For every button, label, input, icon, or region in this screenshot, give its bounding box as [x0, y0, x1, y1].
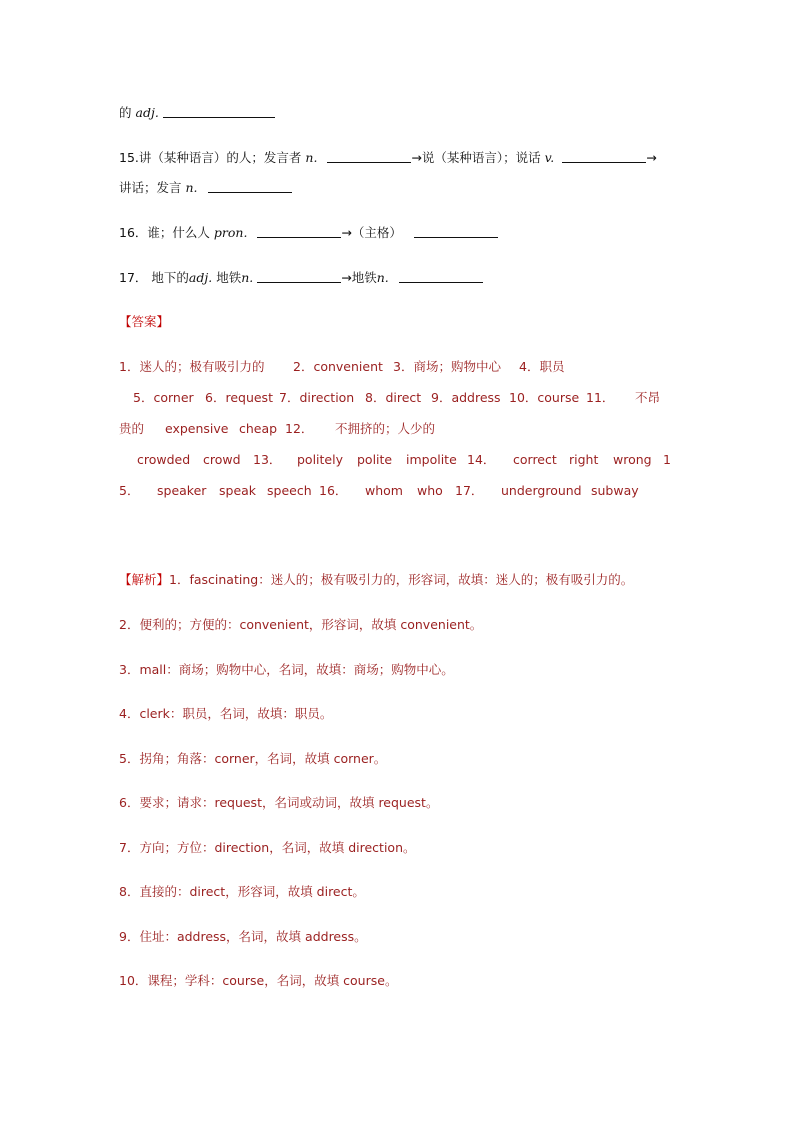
- answer-item: 6．request: [205, 390, 273, 405]
- answer-item: 14．: [467, 452, 496, 467]
- answer-blank[interactable]: [208, 180, 292, 193]
- answer-item: 3．商场；购物中心: [393, 359, 501, 374]
- question-15-cont: [119, 180, 292, 196]
- question-text: 地铁: [216, 270, 242, 285]
- answer-item: underground: [501, 483, 582, 498]
- question-15: [119, 150, 657, 166]
- question-text: （主格）: [351, 225, 402, 240]
- analysis-item-9: 9．住址：address，名词，故填 address。: [119, 929, 367, 944]
- answer-heading: 【答案】: [119, 314, 170, 329]
- answer-item: speak: [219, 483, 257, 498]
- question-16: [119, 225, 498, 241]
- part-of-speech: v.: [544, 150, 555, 165]
- answer-item: who: [417, 483, 443, 498]
- answer-item: correct: [513, 452, 557, 467]
- analysis-item-8: 8．直接的：direct，形容词，故填 direct。: [119, 884, 365, 899]
- answer-item: 10．course: [509, 390, 580, 405]
- answer-blank[interactable]: [257, 270, 341, 283]
- answer-row-5: [119, 483, 719, 499]
- answer-item: speaker: [157, 483, 207, 498]
- answer-blank[interactable]: [562, 150, 646, 163]
- answer-item: 不拥挤的；人少的: [335, 421, 436, 436]
- question-text: 地铁: [351, 270, 377, 285]
- answer-item: 16．: [319, 483, 348, 498]
- arrow: →: [341, 225, 352, 240]
- question-text: 地下的: [151, 270, 189, 285]
- answer-item: subway: [591, 483, 639, 498]
- question-number: 17．: [119, 270, 148, 285]
- answer-item: polite: [357, 452, 393, 467]
- part-of-speech: n.: [305, 150, 318, 165]
- arrow: →: [646, 150, 657, 165]
- answer-item: wrong: [613, 452, 652, 467]
- part-of-speech: n.: [241, 270, 254, 285]
- answer-blank[interactable]: [163, 105, 275, 118]
- answer-item: whom: [365, 483, 403, 498]
- part-of-speech: adj.: [188, 270, 213, 285]
- answer-blank[interactable]: [414, 225, 498, 238]
- part-of-speech: adj.: [135, 105, 159, 120]
- answer-item: politely: [297, 452, 343, 467]
- answer-item: 17．: [455, 483, 484, 498]
- answer-blank[interactable]: [399, 270, 483, 283]
- analysis-item-3: 3．mall：商场；购物中心，名词，故填：商场；购物中心。: [119, 662, 454, 677]
- analysis-item-5: 5．拐角；角落：corner，名词，故填 corner。: [119, 751, 387, 766]
- answer-item: 13．: [253, 452, 282, 467]
- answer-item: 1: [663, 452, 671, 467]
- answer-item: right: [569, 452, 599, 467]
- analysis-heading: 【解析】: [119, 572, 170, 587]
- answer-item: expensive: [165, 421, 229, 436]
- answer-row-2: [119, 390, 719, 406]
- question-text: 讲（某种语言）的人；发言者: [138, 150, 302, 165]
- answer-item: speech: [267, 483, 312, 498]
- question-text: 说（某种语言）；说话: [421, 150, 541, 165]
- analysis-item-10: 10．课程；学科：course，名词，故填 course。: [119, 973, 398, 988]
- analysis-item-1: [119, 572, 633, 588]
- answer-item: crowded: [137, 452, 191, 467]
- answer-blank[interactable]: [257, 225, 341, 238]
- answer-item: 8．direct: [365, 390, 422, 405]
- question-number: 15.: [119, 150, 139, 165]
- answer-item: 贵的: [119, 421, 145, 436]
- answer-row-4: [119, 452, 719, 468]
- question-text: 讲话；发言: [119, 180, 182, 195]
- question-14-tail: [119, 105, 275, 121]
- question-text: 谁；什么人: [147, 225, 210, 240]
- analysis-item-2: 2．便利的；方便的：convenient，形容词，故填 convenient。: [119, 617, 483, 632]
- answer-item: 不昂: [635, 390, 661, 405]
- answer-item: 4．职员: [519, 359, 565, 374]
- analysis-item-4: 4．clerk：职员，名词，故填：职员。: [119, 706, 333, 721]
- arrow: →: [341, 270, 352, 285]
- analysis-item-6: 6．要求；请求：request，名词或动词，故填 request。: [119, 795, 439, 810]
- answer-blank[interactable]: [327, 150, 411, 163]
- part-of-speech: n.: [376, 270, 389, 285]
- answer-row-3: [119, 421, 719, 437]
- arrow: →: [411, 150, 422, 165]
- answer-item: 12．: [285, 421, 314, 436]
- answer-item: 11．: [586, 390, 615, 405]
- question-number: 16．: [119, 225, 148, 240]
- part-of-speech: n.: [185, 180, 198, 195]
- answer-item: 2．convenient: [293, 359, 383, 374]
- answer-item: 5．corner: [133, 390, 194, 405]
- part-of-speech: pron.: [213, 225, 248, 240]
- analysis-text: 1．fascinating：迷人的；极有吸引力的，形容词，故填：迷人的；极有吸引力的。: [169, 572, 634, 587]
- answer-item: 7．direction: [279, 390, 355, 405]
- answer-item: 5．: [119, 483, 140, 498]
- answer-item: 9．address: [431, 390, 501, 405]
- question-17: [119, 270, 483, 286]
- answer-item: 1．迷人的；极有吸引力的: [119, 359, 265, 374]
- answer-item: crowd: [203, 452, 241, 467]
- question-text: 的: [119, 105, 132, 120]
- answer-item: impolite: [406, 452, 457, 467]
- analysis-item-7: 7．方向；方位：direction，名词，故填 direction。: [119, 840, 416, 855]
- answer-row-1: [119, 359, 719, 375]
- answer-item: cheap: [239, 421, 278, 436]
